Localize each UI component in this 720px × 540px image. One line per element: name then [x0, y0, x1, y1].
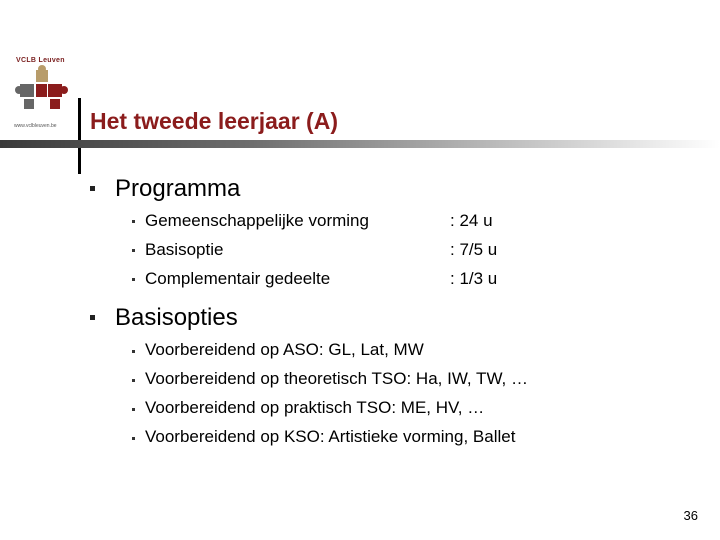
logo-text: VCLB Leuven: [16, 57, 65, 64]
logo-url: www.vclbleuven.be: [14, 123, 57, 129]
list-item: Voorbereidend op theoretisch TSO: Ha, IW, TW, …: [145, 369, 528, 388]
section-heading: Basisopties: [115, 304, 238, 331]
list-item: Basisoptie: [145, 240, 224, 259]
puzzle-logo-icon: [10, 54, 76, 134]
list-item: Complementair gedeelte: [145, 269, 331, 288]
section-heading: Programma: [115, 175, 241, 202]
sub-bullet-icon: [132, 437, 135, 440]
sub-bullet-icon: [132, 278, 135, 281]
slide-title: Het tweede leerjaar (A): [90, 108, 338, 134]
sub-bullet-icon: [132, 350, 135, 353]
sub-bullet-icon: [132, 220, 135, 223]
list-item-value: : 7/5 u: [450, 240, 498, 259]
page-number: 36: [683, 508, 698, 523]
sub-bullet-icon: [132, 249, 135, 252]
horizontal-gradient-rule: [0, 140, 720, 148]
list-item: Voorbereidend op praktisch TSO: ME, HV, …: [145, 398, 485, 417]
list-item-value: : 1/3 u: [450, 269, 498, 288]
sub-bullet-icon: [132, 408, 135, 411]
list-item: Voorbereidend op KSO: Artistieke vorming, Ballet: [145, 427, 516, 446]
bullet-icon: [90, 186, 95, 191]
sub-bullet-icon: [132, 379, 135, 382]
bullet-icon: [90, 315, 95, 320]
list-item: Gemeenschappelijke vorming: [145, 211, 369, 230]
list-item: Voorbereidend op ASO: GL, Lat, MW: [145, 340, 424, 359]
list-item-value: : 24 u: [450, 211, 493, 230]
vertical-divider: [78, 98, 81, 174]
